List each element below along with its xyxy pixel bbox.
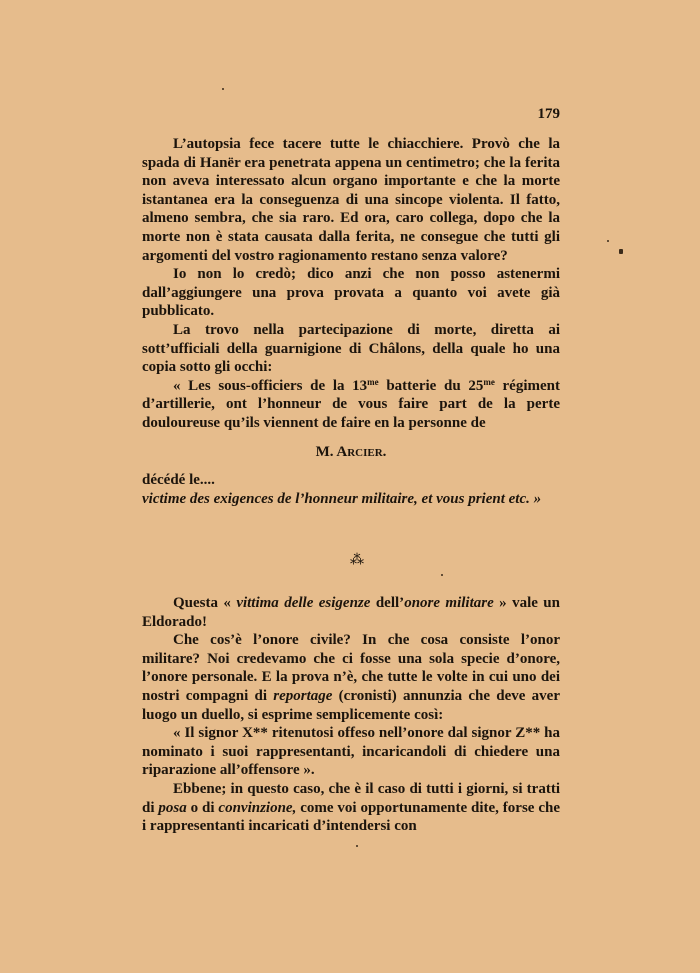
quote-paragraph: « Les sous-officiers de la $13^{me}$ batterie du $25^{me}$ régiment d’artillerie, ont l’honneur de vous faire part de la perte douloureuse qu’ils viennent de faire en la personne de xyxy=(142,376,560,431)
page-number: 179 xyxy=(537,106,560,122)
paragraph: Che cos’è l’onore civile? In che cosa consiste l’onor militare? Noi credevamo che ci fosse una sola specie d’onore, l’onore personale. E la prova n’è, che tutte le volte in cui uno dei nostri compagni di reportage (cronisti) annunzia che deve aver luogo un duello, si esprime semplicemente così: xyxy=(142,632,561,723)
paragraph: Ebbene; in questo caso, che è il caso di tutti i giorni, si tratti di posa o di convinzione, come voi opportunamente dite, forse che i rappresentanti incaricati d’intendersi con xyxy=(142,780,560,835)
victim-line: victime des exigences de l’honneur militaire, et vous prient etc. » xyxy=(142,490,542,507)
deceased-name: M. Arcier. xyxy=(315,443,387,460)
print-speck xyxy=(356,845,358,847)
print-speck xyxy=(441,574,443,576)
text-block-bottom xyxy=(142,594,560,836)
paragraph: Io non lo credò; dico anzi che non posso astenermi dall’aggiungere una prova provata a quanto voi avete già pubblicato. xyxy=(142,266,560,320)
quote-paragraph: « Il signor X** ritenutosi offeso nell’onore dal signor Z** ha nominato i suoi rappresentanti, incaricandoli di chiedere una riparazione all’offensore ». xyxy=(142,725,560,779)
print-speck xyxy=(607,240,609,242)
paragraph: Questa « vittima delle esigenze dell’onore militare » vale un Eldorado! xyxy=(142,595,560,630)
paragraph: La trovo nella partecipazione di morte, diretta ai sott’ufficiali della guarnigione di Châlons, della quale ho una copia sotto gli occhi: xyxy=(142,321,560,376)
print-speck xyxy=(619,249,623,254)
print-speck xyxy=(222,88,224,90)
section-separator: ⁂ xyxy=(350,553,364,568)
text-block-top xyxy=(142,135,560,508)
deceased-date: décédé le.... xyxy=(142,472,215,489)
paragraph: L’autopsia fece tacere tutte le chiacchiere. Provò che la spada di Hanër era penetrata appena un centimetro; che la ferita non aveva interessato alcun organo importante e che la morte istantanea era la conseguenza di una sincope violenta. Il fatto, almeno sembra, che sia raro. Ed ora, caro collega, dopo che la morte non è stata causata dalla ferita, ne consegue che tutti gli argomenti del vostro ragionamento restano senza valore? xyxy=(142,136,560,264)
